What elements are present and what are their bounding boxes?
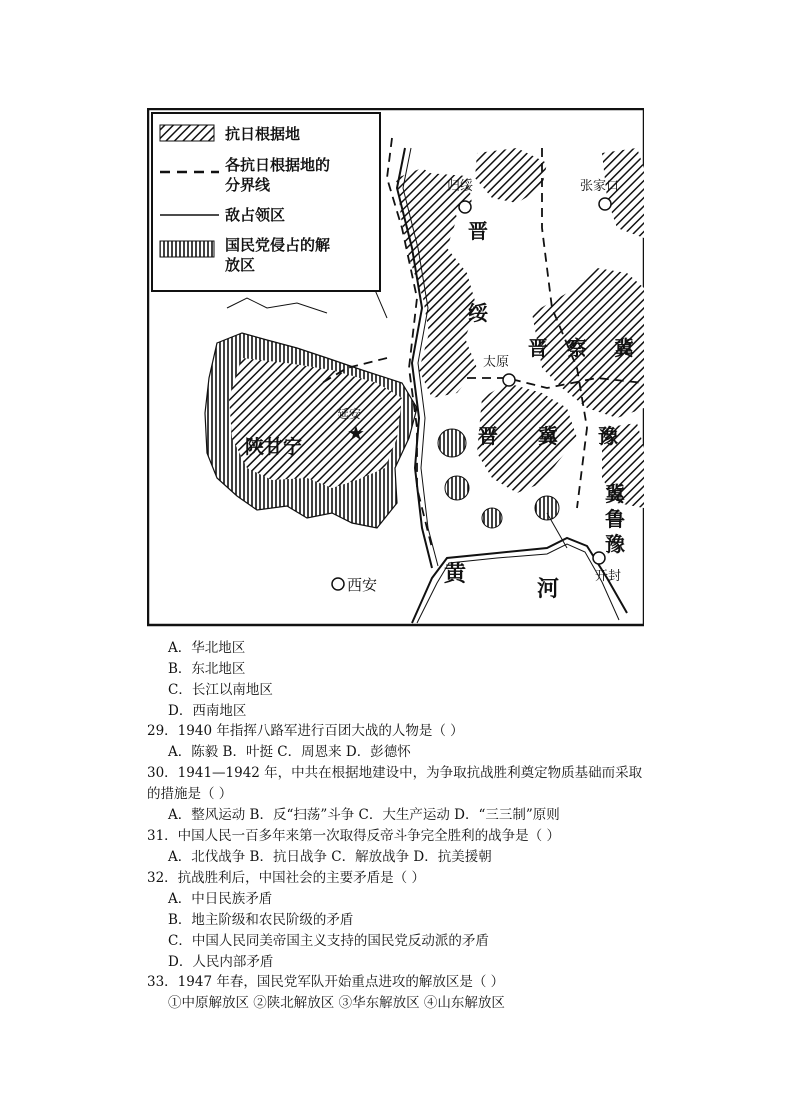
legend-kmt-label-2: 放区 [225,256,256,274]
legend-kmt-label: 国民党侵占的解 [225,236,331,254]
question-30-cont: 的措施是（ ） [147,786,233,802]
legend-boundary-label-2: 分界线 [225,176,271,194]
kmt-spot-4 [482,508,502,528]
legend-boundary-label: 各抗日根据地的 [225,156,331,174]
city-marker-zhangjiakou [599,198,611,210]
legend-base-label: 抗日根据地 [225,125,301,143]
question-30: 30．1941—1942 年，中共在根据地建设中，为争取抗战胜利奠定物质基础而采取 [147,765,643,781]
city-marker-guisui [459,201,471,213]
option-28-c: C．长江以南地区 [168,682,273,698]
question-29: 29．1940 年指挥八路军进行百团大战的人物是（ ） [147,723,464,739]
option-32-b: B．地主阶级和农民阶级的矛盾 [168,912,354,928]
options-31: A．北伐战争 B．抗日战争 C．解放战争 D．抗美援朝 [168,849,492,865]
region-label-sui: 绥 [468,301,488,325]
region-label-ji2: 冀 [538,424,558,448]
river-label-he: 河 [537,577,560,602]
region-label-shaanganning: 陕甘宁 [245,436,303,458]
city-label-zhangjiakou: 张家口 [580,179,620,194]
option-28-b: B．东北地区 [168,661,246,677]
river-label-huang: 黄 [444,562,467,587]
options-33: ①中原解放区 ②陕北解放区 ③华东解放区 ④山东解放区 [168,995,505,1011]
region-label-ji3: 冀 [605,482,625,506]
legend-base-swatch [160,125,214,141]
options-29: A．陈毅 B．叶挺 C．周恩来 D．彭德怀 [168,744,411,760]
kmt-spot-2 [445,476,469,500]
region-label-lu: 鲁 [605,507,625,531]
options-30: A．整风运动 B．反“扫荡”斗争 C．大生产运动 D．“三三制”原则 [168,807,560,823]
city-label-xian: 西安 [347,576,378,594]
city-marker-xian [332,578,344,590]
region-label-jin3: 晋 [478,424,498,448]
question-32: 32．抗战胜利后，中国社会的主要矛盾是（ ） [147,870,425,886]
city-label-yanan: 延安 [337,407,362,421]
city-label-kaifeng: 开封 [595,569,622,584]
kmt-spot-1 [438,429,466,457]
question-33: 33．1947 年春，国民党军队开始重点进攻的解放区是（ ） [147,974,505,990]
region-label-yu2: 豫 [605,532,625,556]
option-32-c: C．中国人民同美帝国主义支持的国民党反动派的矛盾 [168,933,489,949]
region-label-ji: 冀 [614,336,634,360]
kmt-spot-3 [535,496,559,520]
city-marker-taiyuan [503,374,515,386]
historical-map [147,108,644,628]
city-label-taiyuan: 太原 [483,355,510,370]
legend-kmt-swatch [160,241,214,257]
city-marker-kaifeng [593,552,605,564]
city-label-guisui: 归绥 [447,179,474,194]
region-label-cha: 察 [567,336,587,360]
legend-enemy-label: 敌占领区 [225,206,286,224]
region-label-yu: 豫 [598,424,618,448]
question-31: 31．中国人民一百多年来第一次取得反帝斗争完全胜利的战争是（ ） [147,828,560,844]
region-label-jin2: 晋 [528,336,548,360]
option-32-a: A．中日民族矛盾 [168,891,273,907]
option-28-d: D．西南地区 [168,703,247,719]
option-32-d: D．人民内部矛盾 [168,954,274,970]
region-label-jin: 晋 [468,219,488,243]
star-icon: ★ [347,421,365,445]
option-28-a: A．华北地区 [168,640,246,656]
